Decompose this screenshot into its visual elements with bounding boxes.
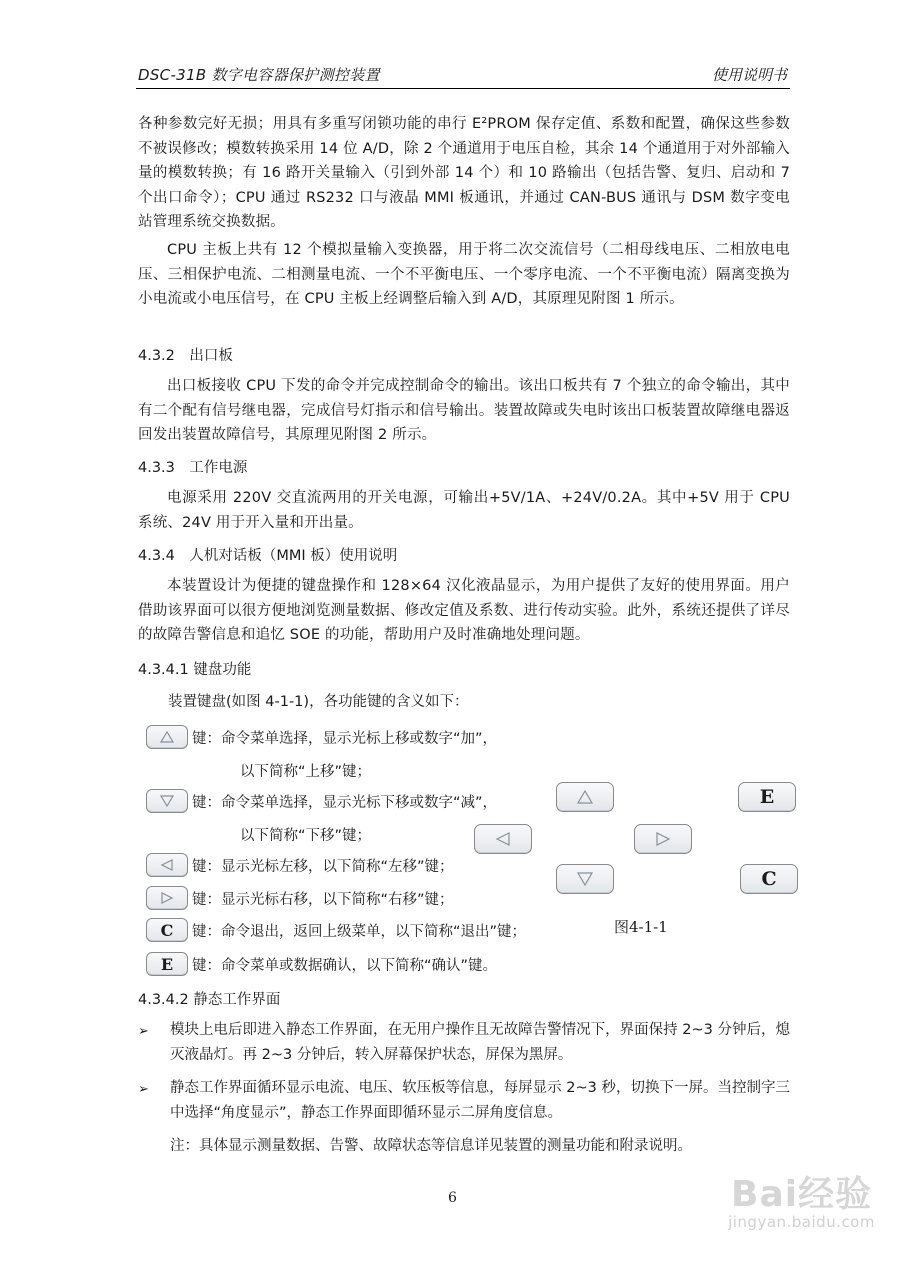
heading-4-3-4-1: 4.3.4.1 键盘功能 [138, 662, 252, 678]
key-up-description [146, 724, 497, 750]
key-left-text: 键：显示光标左移，以下简称“左移”键； [192, 858, 454, 875]
note-text: 注：具体显示测量数据、告警、故障状态等信息详见装置的测量功能和附录说明。 [170, 1138, 692, 1154]
figure-up-key [556, 782, 614, 812]
figure-e-key [738, 782, 796, 812]
paragraph-power-supply: 电源采用 220V 交直流两用的开关电源，可输出+5V/1A、+24V/0.2A。其中+5V 用于 CPU 系统、24V 用于开入量和开出量。 [138, 490, 790, 531]
paragraph-mmi-board: 本装置设计为便捷的键盘操作和 128×64 汉化液晶显示，为用户提供了友好的使用界面。用户借助该界面可以很方便地浏览测量数据、修改定值及系数、进行传动实验。此外，系统还提供了详尽的故障告警信息和追忆 SOE 的功能，帮助用户及时准确地处理问题。 [138, 578, 790, 643]
document-type: 使用说明书 [711, 66, 787, 84]
watermark-url: jingyan.baidu.com [728, 1213, 875, 1231]
figure-caption: 图4-1-1 [614, 918, 668, 936]
key-right-text: 键：显示光标右移，以下简称“右移”键； [192, 891, 454, 908]
figure-down-key [556, 864, 614, 894]
e-key [146, 952, 188, 976]
right-key [146, 886, 188, 910]
left-triangle-icon [160, 859, 174, 871]
figure-down-triangle-icon [577, 872, 593, 886]
paragraph-cpu-storage: 各种参数完好无损；用具有多重写闭锁功能的串行 E²PROM 保存定值、系数和配置，确保这些参数不被误修改；模数转换采用 14 位 A/D，除 2 个通道用于电压自检，其余 14 个通道用于对外部输入量的模数转换；有 16 路开关量输入（引到外部 14 个）和 10 路输出（包括告警、复归、启动和 7 个出口命令）；CPU 通过 RS232 口与液晶 MMI 板通讯，并通过 CAN-BUS 通讯与 DSM 数字变电站管理系统交换数据。 [138, 116, 790, 230]
key-up-alias: 以下简称“上移”键； [240, 764, 372, 780]
bullet-arrow-icon: ➢ [138, 1024, 149, 1039]
paragraph-output-board: 出口板接收 CPU 下发的命令并完成控制命令的输出。该出口板共有 7 个独立的命令输出，其中有二个配有信号继电器，完成信号灯指示和信号输出。装置故障或失电时该出口板装置故障继电器返回发出装置故障信号，其原理见附图 2 所示。 [138, 378, 790, 443]
baidu-watermark [728, 1166, 875, 1231]
key-down-alias: 以下简称“下移”键； [240, 828, 372, 844]
figure-right-triangle-icon [655, 832, 671, 846]
left-key [146, 853, 188, 877]
up-triangle-icon [160, 731, 174, 743]
page-number: 6 [448, 1190, 457, 1206]
figure-left-key [474, 824, 532, 854]
e-key-letter: E [160, 954, 174, 974]
key-c-description [146, 917, 526, 943]
figure-e-letter: E [759, 786, 775, 808]
c-key [146, 918, 188, 942]
key-up-text: 键：命令菜单选择，显示光标上移或数字“加”， [192, 730, 498, 747]
header-rule [136, 88, 790, 89]
c-key-letter: C [160, 920, 174, 940]
figure-up-triangle-icon [577, 790, 593, 804]
key-right-description [146, 885, 454, 911]
watermark-logo: Bai经验 [731, 1174, 873, 1215]
paragraph-cpu-transformers: CPU 主板上共有 12 个模拟量输入变换器，用于将二次交流信号（二相母线电压、二相放电电压、三相保护电流、二相测量电流、一个不平衡电压、一个零序电流、一个不平衡电流）隔离变换为小电流或小电压信号，在 CPU 主板上经调整后输入到 A/D，其原理见附图 1 所示。 [138, 242, 790, 307]
figure-c-letter: C [761, 868, 777, 890]
key-down-description [146, 788, 497, 814]
figure-right-key [634, 824, 692, 854]
document-title: DSC-31B 数字电容器保护测控装置 [138, 66, 380, 84]
key-down-text: 键：命令菜单选择，显示光标下移或数字“减”， [192, 794, 498, 811]
up-key [146, 725, 188, 749]
bullet-static-screen-timeout: 模块上电后即进入静态工作界面，在无用户操作且无故障告警情况下，界面保持 2~3 分钟后，熄灭液晶灯。再 2~3 分钟后，转入屏幕保护状态，屏保为黑屏。 [170, 1022, 790, 1063]
paragraph-keyboard-intro: 装置键盘(如图 4-1-1)，各功能键的含义如下： [168, 694, 469, 710]
key-e-description [146, 951, 497, 977]
key-left-description [146, 852, 454, 878]
figure-left-triangle-icon [495, 832, 511, 846]
key-c-text: 键：命令退出，返回上级菜单，以下简称“退出”键； [192, 923, 527, 940]
heading-4-3-3: 4.3.3 工作电源 [138, 460, 248, 476]
down-key [146, 789, 188, 813]
key-e-text: 键：命令菜单或数据确认，以下简称“确认”键。 [192, 957, 498, 974]
heading-4-3-4: 4.3.4 人机对话板（MMI 板）使用说明 [138, 548, 398, 564]
heading-4-3-2: 4.3.2 出口板 [138, 348, 233, 364]
heading-4-3-4-2: 4.3.4.2 静态工作界面 [138, 992, 281, 1008]
bullet-arrow-icon: ➢ [138, 1082, 149, 1097]
down-triangle-icon [160, 795, 174, 807]
bullet-static-screen-cycle: 静态工作界面循环显示电流、电压、软压板等信息，每屏显示 2~3 秒，切换下一屏。当控制字三中选择“角度显示”，静态工作界面即循环显示二屏角度信息。 [170, 1080, 790, 1121]
figure-c-key [740, 864, 798, 894]
right-triangle-icon [160, 892, 174, 904]
